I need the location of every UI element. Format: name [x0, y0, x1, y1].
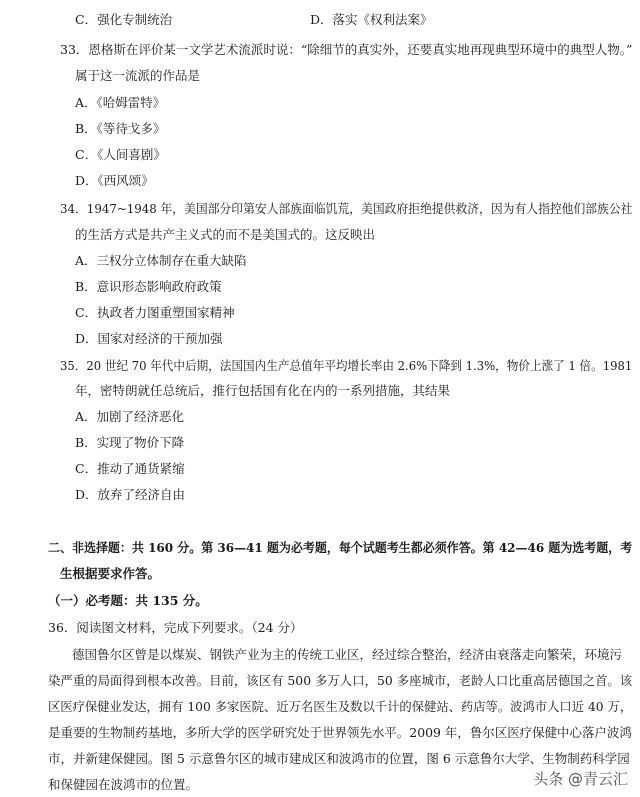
q34-option-a: A．三权分立体制存在重大缺陷: [75, 253, 247, 268]
q36-stem: 36．阅读图文材料，完成下列要求。（24 分）: [48, 620, 303, 635]
q35-option-d: D．放弃了经济自由: [75, 487, 186, 502]
q32-option-c: C．强化专制统治: [75, 12, 173, 27]
q33-option-b: B．《等待戈多》: [75, 121, 166, 136]
watermark: 头条 @青云汇: [533, 770, 628, 788]
q34-option-b: B．意识形态影响政府政策: [75, 279, 222, 294]
q33-option-a: A．《哈姆雷特》: [75, 95, 166, 110]
q36-para-line-5: 市，并新建保健园。图 5 示意鲁尔区的城市建成区和波鸿市的位置，图 6 示意鲁尔大学、生物制药科学园: [48, 751, 630, 766]
q35-option-c: C．推动了通货紧缩: [75, 461, 185, 476]
section-2-subheading: （一）必考题：共 135 分。: [48, 593, 208, 608]
q35-stem-line-2: 年，密特朗就任总统后，推行包括国有化在内的一系列措施，其结果: [75, 383, 451, 398]
q34-stem-line-2: 的生活方式是共产主义式的而不是美国式的。这反映出: [75, 227, 376, 242]
q35-option-a: A．加剧了经济恶化: [75, 409, 185, 424]
section-2-heading-line-1: 二、非选择题：共 160 分。第 36—41 题为必考题，每个试题考生都必须作答。第 42—46 题为选考题，考: [48, 540, 633, 555]
q36-para-line-6: 和保健园在波鸿市的位置。: [48, 777, 199, 792]
q36-para-line-2: 染严重的局面得到根本改善。目前，该区有 500 多万人口，50 多座城市，老龄人口比重高居德国之首。该: [48, 673, 633, 688]
section-2-heading-line-2: 生根据要求作答。: [60, 566, 161, 581]
q33-stem-line-1: 33．恩格斯在评价某一文学艺术流派时说：“除细节的真实外，还要真实地再现典型环境中的典型人物。”: [60, 42, 633, 57]
q32-option-d: D．落实《权利法案》: [310, 12, 433, 27]
q33-option-d: D．《西风颂》: [75, 173, 154, 188]
q33-stem-line-2: 属于这一流派的作品是: [75, 68, 201, 83]
q34-option-d: D．国家对经济的干预加强: [75, 331, 223, 346]
q35-option-b: B．实现了物价下降: [75, 435, 185, 450]
q34-stem-line-1: 34．1947~1948 年，美国部分印第安人部族面临饥荒，美国政府拒绝提供救济，因为有人指控他们部族公社: [60, 201, 633, 216]
q35-stem-line-1: 35．20 世纪 70 年代中后期，法国国内生产总值年平均增长率由 2.6%下降到 1.3%，物价上涨了 1 倍。1981: [60, 358, 633, 373]
q36-para-line-3: 区医疗保健业发达，拥有 100 多家医院、近万名医生及数以千计的保健站、药店等。波鸿市人口近 40 万，: [48, 699, 633, 714]
q34-option-c: C．执政者力图重塑国家精神: [75, 305, 235, 320]
q33-option-c: C．《人间喜剧》: [75, 147, 166, 162]
q36-para-line-1: 德国鲁尔区曾是以煤炭、钢铁产业为主的传统工业区，经过综合整治，经济由衰落走向繁荣，环境污: [72, 647, 623, 662]
q36-para-line-4: 是重要的生物制药基地，多所大学的医学研究处于世界领先水平。2009 年，鲁尔区医疗保健中心落户波鸿: [48, 725, 632, 740]
